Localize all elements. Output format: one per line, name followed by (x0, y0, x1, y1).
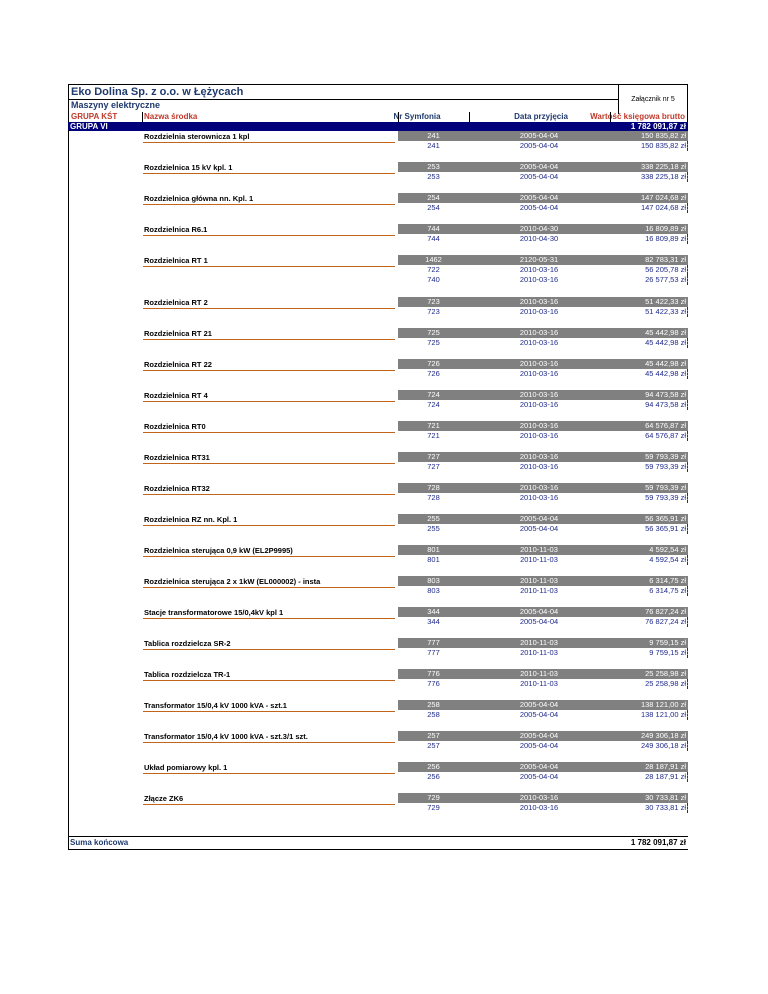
asset-name: Transformator 15/0,4 kV 1000 kVA - szt.3/1 szt. (144, 732, 308, 741)
acceptance-date: 2005-04-04 (519, 772, 559, 781)
category-label: Maszyny elektryczne (71, 100, 161, 110)
symfonia-number: 801 (427, 555, 440, 564)
column-header-value: Wartość księgowa brutto (590, 112, 685, 121)
acceptance-date: 2010-03-16 (519, 493, 559, 502)
asset-name-underline (143, 204, 395, 205)
asset-summary-line (398, 545, 688, 555)
symfonia-number: 724 (427, 400, 440, 409)
asset-detail-line (398, 462, 688, 472)
value-cell-border (687, 265, 688, 275)
asset-summary-line (398, 700, 688, 710)
symfonia-number: 257 (427, 731, 440, 740)
book-value: 56 365,91 zł (645, 514, 686, 523)
value-cell-border (687, 172, 688, 182)
asset-summary-line (398, 224, 688, 234)
asset-name-underline (143, 339, 395, 340)
book-value: 338 225,18 zł (640, 162, 686, 171)
asset-name: Rozdzielnica RT 2 (144, 298, 208, 307)
symfonia-number: 803 (427, 586, 440, 595)
group-bar (68, 122, 688, 131)
book-value: 147 024,68 zł (640, 203, 686, 212)
asset-name-underline (143, 804, 395, 805)
acceptance-date: 2010-03-16 (519, 265, 559, 274)
book-value: 6 314,75 zł (649, 576, 686, 585)
book-value: 56 365,91 zł (645, 524, 686, 533)
symfonia-number: 723 (427, 297, 440, 306)
book-value: 76 827,24 zł (645, 617, 686, 626)
attachment-label: Załącznik nr 5 (618, 85, 687, 114)
book-value: 147 024,68 zł (640, 193, 686, 202)
asset-summary-line (398, 762, 688, 772)
acceptance-date: 2010-03-16 (519, 359, 559, 368)
symfonia-number: 257 (427, 741, 440, 750)
asset-name: Rozdzielnica 15 kV kpl. 1 (144, 163, 233, 172)
asset-name: Złącze ZK6 (144, 794, 184, 803)
acceptance-date: 2005-04-04 (519, 131, 559, 140)
symfonia-number: 258 (427, 710, 440, 719)
asset-name: Rozdzielnica RT 22 (144, 360, 212, 369)
acceptance-date: 2010-03-16 (519, 307, 559, 316)
asset-name: Rozdzielnica RT 4 (144, 391, 208, 400)
book-value: 25 258,98 zł (645, 679, 686, 688)
acceptance-date: 2010-03-16 (519, 483, 559, 492)
acceptance-date: 2010-11-03 (520, 576, 558, 585)
asset-detail-line (398, 203, 688, 213)
acceptance-date: 2005-04-04 (519, 700, 559, 709)
value-cell-border (687, 648, 688, 658)
value-cell-border (687, 493, 688, 503)
asset-detail-line (398, 141, 688, 151)
acceptance-date: 2120-05-31 (519, 255, 559, 264)
book-value: 9 759,15 zł (649, 648, 686, 657)
asset-name-underline (143, 463, 395, 464)
acceptance-date: 2010-03-16 (519, 328, 559, 337)
value-cell-border (687, 586, 688, 596)
asset-detail-line (398, 338, 688, 348)
book-value: 82 783,31 zł (645, 255, 686, 264)
asset-values (398, 255, 688, 285)
book-value: 6 314,75 zł (649, 586, 686, 595)
acceptance-date: 2005-04-04 (519, 731, 559, 740)
book-value: 59 793,39 zł (645, 462, 686, 471)
asset-detail-line (398, 741, 688, 751)
asset-detail-line (398, 679, 688, 689)
book-value: 64 576,87 zł (645, 421, 686, 430)
asset-detail-line (398, 710, 688, 720)
asset-values (398, 162, 688, 182)
acceptance-date: 2010-03-16 (519, 400, 559, 409)
asset-name: Rozdzielnica sterująca 0,9 kW (EL2P9995) (144, 546, 293, 555)
value-cell-border (687, 617, 688, 627)
asset-summary-line (398, 359, 688, 369)
symfonia-number: 725 (427, 328, 440, 337)
book-value: 9 759,15 zł (649, 638, 686, 647)
value-cell-border (687, 462, 688, 472)
asset-values (398, 131, 688, 151)
acceptance-date: 2005-04-04 (519, 607, 559, 616)
value-cell-border (687, 431, 688, 441)
asset-values (398, 576, 688, 596)
asset-values (398, 669, 688, 689)
acceptance-date: 2005-04-04 (519, 762, 559, 771)
group-name: GRUPA VI (70, 122, 108, 131)
book-value: 30 733,81 zł (645, 793, 686, 802)
acceptance-date: 2010-11-03 (520, 638, 558, 647)
column-header-nr: Nr Symfonia (393, 112, 441, 121)
asset-values (398, 452, 688, 472)
book-value: 45 442,98 zł (645, 328, 686, 337)
symfonia-number: 801 (427, 545, 440, 554)
asset-summary-line (398, 483, 688, 493)
symfonia-number: 723 (427, 307, 440, 316)
asset-values (398, 483, 688, 503)
asset-detail-line (398, 275, 688, 285)
symfonia-number: 255 (427, 524, 440, 533)
symfonia-number: 729 (427, 793, 440, 802)
asset-name-underline (143, 173, 395, 174)
report-sheet (68, 84, 688, 847)
book-value: 338 225,18 zł (640, 172, 686, 181)
asset-name-underline (143, 432, 395, 433)
asset-values (398, 731, 688, 751)
asset-name-underline (143, 556, 395, 557)
symfonia-number: 727 (427, 462, 440, 471)
book-value: 59 793,39 zł (645, 493, 686, 502)
asset-values (398, 607, 688, 627)
acceptance-date: 2010-11-03 (520, 648, 558, 657)
acceptance-date: 2010-03-16 (519, 275, 559, 284)
asset-name-underline (143, 370, 395, 371)
asset-detail-line (398, 586, 688, 596)
book-value: 16 809,89 zł (645, 224, 686, 233)
asset-summary-line (398, 576, 688, 586)
symfonia-number: 776 (427, 669, 440, 678)
asset-name-underline (143, 742, 395, 743)
acceptance-date: 2010-03-16 (519, 421, 559, 430)
acceptance-date: 2010-11-03 (520, 669, 558, 678)
asset-values (398, 224, 688, 244)
acceptance-date: 2005-04-04 (519, 617, 559, 626)
book-value: 4 592,54 zł (649, 545, 686, 554)
grand-total-value: 1 782 091,87 zł (630, 838, 686, 847)
asset-summary-line (398, 452, 688, 462)
column-header-group: GRUPA KŚT (71, 112, 118, 121)
asset-summary-line (398, 255, 688, 265)
book-value: 249 306,18 zł (640, 741, 686, 750)
asset-values (398, 193, 688, 213)
asset-values (398, 545, 688, 565)
asset-summary-line (398, 638, 688, 648)
symfonia-number: 726 (427, 359, 440, 368)
book-value: 28 187,91 zł (645, 762, 686, 771)
acceptance-date: 2010-04-30 (519, 224, 559, 233)
acceptance-date: 2005-04-04 (519, 193, 559, 202)
acceptance-date: 2005-04-04 (519, 741, 559, 750)
asset-name-underline (143, 525, 395, 526)
symfonia-number: 1462 (425, 255, 442, 264)
book-value: 138 121,00 zł (640, 700, 686, 709)
asset-detail-line (398, 493, 688, 503)
acceptance-date: 2010-03-16 (519, 369, 559, 378)
book-value: 45 442,98 zł (645, 369, 686, 378)
book-value: 94 473,58 zł (645, 390, 686, 399)
asset-values (398, 793, 688, 813)
book-value: 76 827,24 zł (645, 607, 686, 616)
left-border (68, 130, 69, 850)
symfonia-number: 253 (427, 172, 440, 181)
acceptance-date: 2010-11-03 (520, 679, 558, 688)
value-cell-border (687, 338, 688, 348)
asset-values (398, 297, 688, 317)
asset-detail-line (398, 772, 688, 782)
acceptance-date: 2005-04-04 (519, 203, 559, 212)
acceptance-date: 2010-11-03 (520, 545, 558, 554)
group-total: 1 782 091,87 zł (630, 122, 686, 131)
asset-name-underline (143, 680, 395, 681)
value-cell-border (687, 524, 688, 534)
acceptance-date: 2005-04-04 (519, 524, 559, 533)
acceptance-date: 2010-03-16 (519, 452, 559, 461)
value-cell-border (687, 307, 688, 317)
value-cell-border (687, 400, 688, 410)
book-value: 150 835,82 zł (640, 131, 686, 140)
symfonia-number: 256 (427, 772, 440, 781)
book-value: 59 793,39 zł (645, 452, 686, 461)
acceptance-date: 2005-04-04 (519, 141, 559, 150)
asset-detail-line (398, 369, 688, 379)
symfonia-number: 258 (427, 700, 440, 709)
asset-summary-line (398, 390, 688, 400)
acceptance-date: 2010-03-16 (519, 462, 559, 471)
value-cell-border (687, 741, 688, 751)
company-name: Eko Dolina Sp. z o.o. w Łężycach (71, 86, 244, 98)
asset-name-underline (143, 773, 395, 774)
book-value: 4 592,54 zł (649, 555, 686, 564)
acceptance-date: 2005-04-04 (519, 710, 559, 719)
symfonia-number: 803 (427, 576, 440, 585)
asset-name-underline (143, 142, 395, 143)
symfonia-number: 721 (427, 431, 440, 440)
grand-total-row (68, 836, 688, 850)
book-value: 64 576,87 zł (645, 431, 686, 440)
symfonia-number: 254 (427, 193, 440, 202)
symfonia-number: 254 (427, 203, 440, 212)
asset-name: Rozdzielnica RZ nn. Kpl. 1 (144, 515, 238, 524)
asset-values (398, 421, 688, 441)
book-value: 16 809,89 zł (645, 234, 686, 243)
acceptance-date: 2010-11-03 (520, 586, 558, 595)
value-cell-border (687, 369, 688, 379)
acceptance-date: 2010-03-16 (519, 297, 559, 306)
symfonia-number: 725 (427, 338, 440, 347)
book-value: 51 422,33 zł (645, 307, 686, 316)
asset-name-underline (143, 649, 395, 650)
asset-name-underline (143, 401, 395, 402)
book-value: 51 422,33 zł (645, 297, 686, 306)
asset-name-underline (143, 308, 395, 309)
acceptance-date: 2010-03-16 (519, 793, 559, 802)
symfonia-number: 744 (427, 224, 440, 233)
asset-summary-line (398, 514, 688, 524)
value-cell-border (687, 141, 688, 151)
asset-name: Rozdzielnica sterująca 2 x 1kW (EL000002) - insta (144, 577, 321, 586)
book-value: 30 733,81 zł (645, 803, 686, 812)
value-cell-border (687, 803, 688, 813)
value-cell-border (687, 772, 688, 782)
asset-summary-line (398, 669, 688, 679)
asset-name: Tablica rozdzielcza SR-2 (144, 639, 231, 648)
asset-detail-line (398, 172, 688, 182)
symfonia-number: 729 (427, 803, 440, 812)
asset-name: Rozdzielnica główna nn. Kpl. 1 (144, 194, 254, 203)
acceptance-date: 2010-03-16 (519, 431, 559, 440)
book-value: 249 306,18 zł (640, 731, 686, 740)
symfonia-number: 256 (427, 762, 440, 771)
symfonia-number: 740 (427, 275, 440, 284)
symfonia-number: 344 (427, 607, 440, 616)
column-header-name: Nazwa środka (144, 112, 198, 121)
book-value: 28 187,91 zł (645, 772, 686, 781)
book-value: 45 442,98 zł (645, 359, 686, 368)
book-value: 56 205,78 zł (645, 265, 686, 274)
asset-values (398, 638, 688, 658)
symfonia-number: 241 (427, 141, 440, 150)
symfonia-number: 253 (427, 162, 440, 171)
symfonia-number: 724 (427, 390, 440, 399)
symfonia-number: 721 (427, 421, 440, 430)
asset-name: Rozdzielnica RT0 (144, 422, 206, 431)
asset-detail-line (398, 617, 688, 627)
acceptance-date: 2010-11-03 (520, 555, 558, 564)
asset-name-underline (143, 587, 395, 588)
acceptance-date: 2010-03-16 (519, 803, 559, 812)
acceptance-date: 2010-04-30 (519, 234, 559, 243)
symfonia-number: 777 (427, 648, 440, 657)
symfonia-number: 344 (427, 617, 440, 626)
asset-values (398, 762, 688, 782)
asset-name-underline (143, 618, 395, 619)
symfonia-number: 744 (427, 234, 440, 243)
acceptance-date: 2010-03-16 (519, 338, 559, 347)
symfonia-number: 255 (427, 514, 440, 523)
asset-detail-line (398, 803, 688, 813)
value-cell-border (687, 555, 688, 565)
asset-values (398, 359, 688, 379)
symfonia-number: 777 (427, 638, 440, 647)
symfonia-number: 722 (427, 265, 440, 274)
column-header-date: Data przyjęcia (514, 112, 568, 121)
asset-summary-line (398, 731, 688, 741)
asset-name: Rozdzielnia sterownicza 1 kpl (144, 132, 250, 141)
book-value: 26 577,53 zł (645, 275, 686, 284)
asset-detail-line (398, 555, 688, 565)
asset-values (398, 700, 688, 720)
asset-values (398, 328, 688, 348)
asset-name: Rozdzielnica RT 1 (144, 256, 208, 265)
asset-name: Rozdzielnica RT31 (144, 453, 210, 462)
asset-summary-line (398, 421, 688, 431)
book-value: 150 835,82 zł (640, 141, 686, 150)
grand-total-label: Suma końcowa (70, 838, 129, 847)
asset-name: Stacje transformatorowe 15/0,4kV kpl 1 (144, 608, 284, 617)
symfonia-number: 727 (427, 452, 440, 461)
symfonia-number: 726 (427, 369, 440, 378)
value-cell-border (687, 710, 688, 720)
asset-values (398, 390, 688, 410)
asset-summary-line (398, 162, 688, 172)
symfonia-number: 728 (427, 483, 440, 492)
book-value: 25 258,98 zł (645, 669, 686, 678)
symfonia-number: 241 (427, 131, 440, 140)
acceptance-date: 2005-04-04 (519, 162, 559, 171)
asset-name-underline (143, 711, 395, 712)
asset-name-underline (143, 235, 395, 236)
asset-summary-line (398, 297, 688, 307)
book-value: 45 442,98 zł (645, 338, 686, 347)
asset-detail-line (398, 524, 688, 534)
asset-detail-line (398, 265, 688, 275)
acceptance-date: 2005-04-04 (519, 514, 559, 523)
asset-summary-line (398, 131, 688, 141)
asset-detail-line (398, 307, 688, 317)
asset-detail-line (398, 234, 688, 244)
asset-name: Tablica rozdzielcza TR-1 (144, 670, 231, 679)
asset-summary-line (398, 793, 688, 803)
book-value: 94 473,58 zł (645, 400, 686, 409)
asset-name: Rozdzielnica RT32 (144, 484, 210, 493)
symfonia-number: 728 (427, 493, 440, 502)
value-cell-border (687, 203, 688, 213)
book-value: 59 793,39 zł (645, 483, 686, 492)
value-cell-border (687, 275, 688, 285)
asset-detail-line (398, 431, 688, 441)
book-value: 138 121,00 zł (640, 710, 686, 719)
asset-name: Rozdzielnica R6.1 (144, 225, 208, 234)
asset-name: Transformator 15/0,4 kV 1000 kVA - szt.1 (144, 701, 287, 710)
asset-name-underline (143, 266, 395, 267)
asset-values (398, 514, 688, 534)
asset-name: Układ pomiarowy kpl. 1 (144, 763, 228, 772)
symfonia-number: 776 (427, 679, 440, 688)
value-cell-border (687, 679, 688, 689)
asset-name-underline (143, 494, 395, 495)
asset-summary-line (398, 607, 688, 617)
acceptance-date: 2005-04-04 (519, 172, 559, 181)
asset-name: Rozdzielnica RT 21 (144, 329, 212, 338)
value-cell-border (687, 234, 688, 244)
acceptance-date: 2010-03-16 (519, 390, 559, 399)
asset-detail-line (398, 648, 688, 658)
asset-detail-line (398, 400, 688, 410)
asset-summary-line (398, 328, 688, 338)
asset-summary-line (398, 193, 688, 203)
